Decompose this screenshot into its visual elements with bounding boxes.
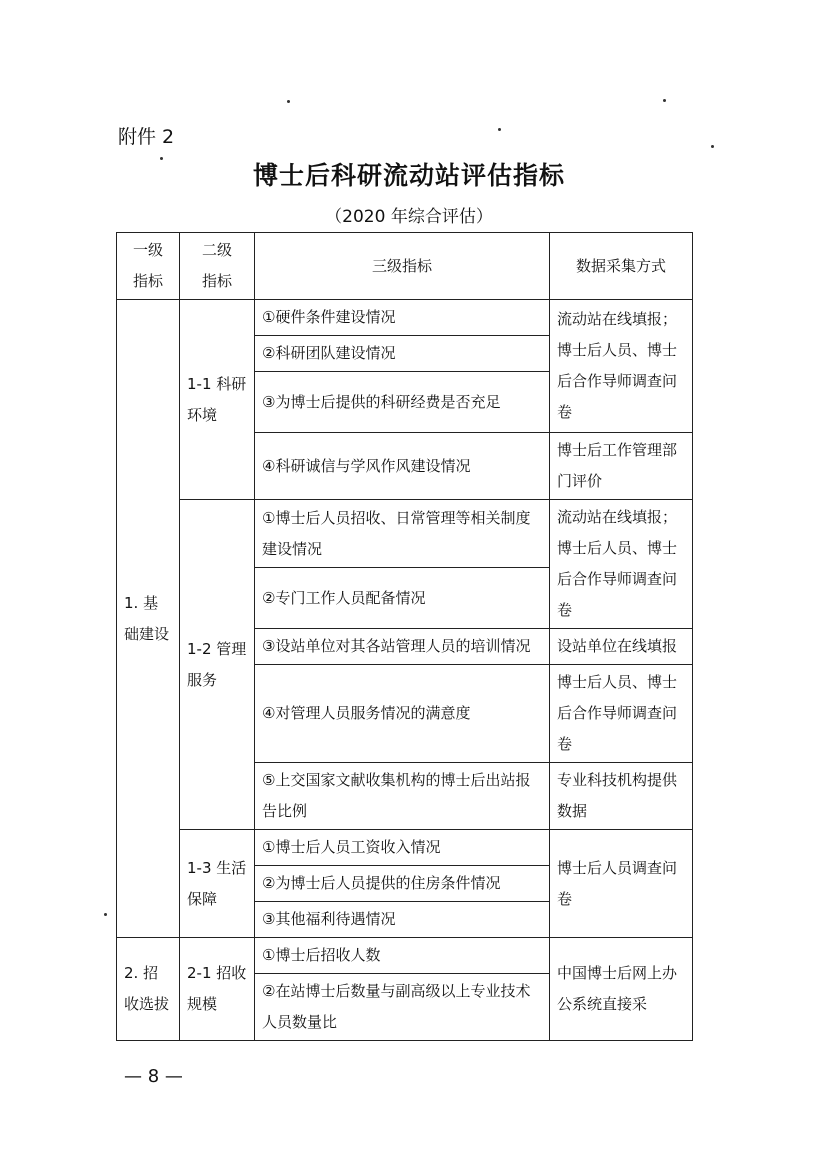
level2-cell: 1-2 管理服务 (180, 500, 255, 830)
level3-cell: ①博士后人员工资收入情况 (255, 830, 550, 866)
level3-cell: ②在站博士后数量与副高级以上专业技术人员数量比 (255, 974, 550, 1041)
header-level1: 一级 指标 (117, 233, 180, 300)
document-subtitle: （2020 年综合评估） (325, 207, 493, 227)
level2-cell: 1-3 生活保障 (180, 830, 255, 938)
table-row (117, 300, 693, 336)
level3-cell: ③设站单位对其各站管理人员的培训情况 (255, 629, 550, 665)
level3-cell: ⑤上交国家文献收集机构的博士后出站报告比例 (255, 763, 550, 830)
level2-cell: 1-1 科研环境 (180, 300, 255, 500)
level1-cell: 1. 基础建设 (117, 300, 180, 938)
header-level2: 二级 指标 (180, 233, 255, 300)
level3-cell: ②科研团队建设情况 (255, 336, 550, 372)
header-level3: 三级指标 (255, 233, 550, 300)
level2-cell: 2-1 招收规模 (180, 938, 255, 1041)
scan-speck (104, 913, 107, 916)
level3-cell: ①博士后招收人数 (255, 938, 550, 974)
level3-cell: ②为博士后人员提供的住房条件情况 (255, 866, 550, 902)
level1-cell: 2. 招收选拔 (117, 938, 180, 1041)
document-title: 博士后科研流动站评估指标 (252, 161, 565, 190)
method-cell: 博士后工作管理部门评价 (550, 433, 693, 500)
level3-cell: ①博士后人员招收、日常管理等相关制度建设情况 (255, 500, 550, 568)
indicator-table (116, 232, 693, 1041)
scan-speck (498, 128, 501, 131)
method-cell: 博士后人员调查问卷 (550, 830, 693, 938)
page-number: — 8 — (124, 1066, 183, 1087)
scan-speck (287, 100, 290, 103)
level3-cell: ④科研诚信与学风作风建设情况 (255, 433, 550, 500)
scan-speck (160, 157, 163, 160)
level3-cell: ②专门工作人员配备情况 (255, 568, 550, 629)
method-cell: 流动站在线填报；博士后人员、博士后合作导师调查问卷 (550, 500, 693, 629)
method-cell: 流动站在线填报；博士后人员、博士后合作导师调查问卷 (550, 300, 693, 433)
method-cell: 专业科技机构提供数据 (550, 763, 693, 830)
method-cell: 博士后人员、博士后合作导师调查问卷 (550, 665, 693, 763)
level3-cell: ③其他福利待遇情况 (255, 902, 550, 938)
table-header-row (117, 233, 693, 300)
attachment-label: 附件 2 (118, 126, 175, 148)
level3-cell: ①硬件条件建设情况 (255, 300, 550, 336)
table-row (117, 500, 693, 568)
scan-speck (711, 145, 714, 148)
header-method: 数据采集方式 (550, 233, 693, 300)
scan-speck (663, 99, 666, 102)
table-row (117, 938, 693, 974)
level3-cell: ③为博士后提供的科研经费是否充足 (255, 372, 550, 433)
method-cell: 设站单位在线填报 (550, 629, 693, 665)
level3-cell: ④对管理人员服务情况的满意度 (255, 665, 550, 763)
table-row (117, 830, 693, 866)
method-cell: 中国博士后网上办公系统直接采 (550, 938, 693, 1041)
